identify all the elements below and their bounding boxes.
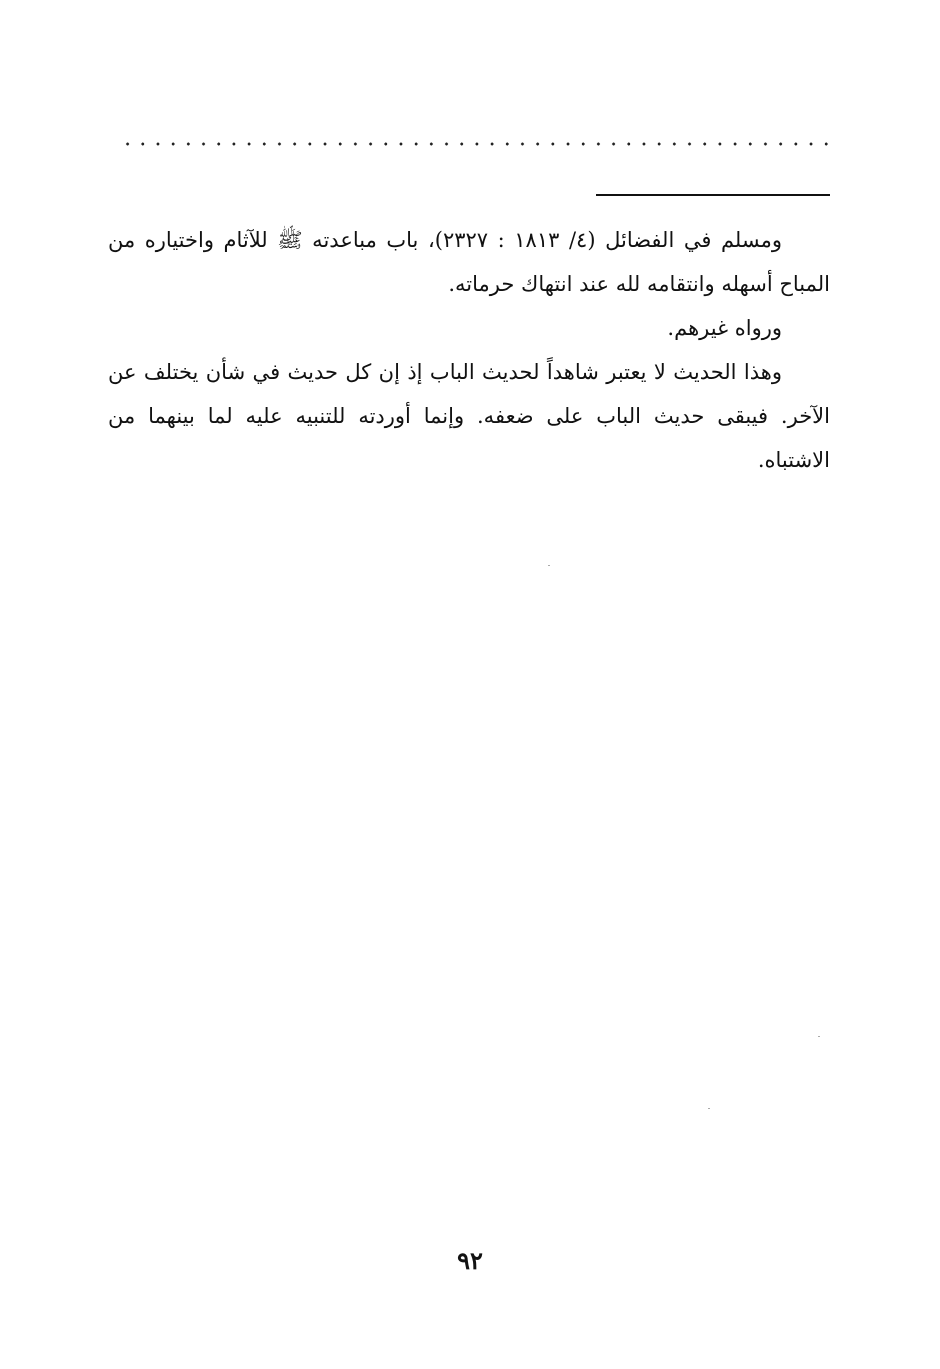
footnote-paragraph-3: وهذا الحديث لا يعتبر شاهداً لحديث الباب إذ إن كل حديث في شأن يختلف عن الآخر. فيبقى حديث الباب على ضعفه. وإنما أوردته للتنبيه عليه لما بينهما من الاشتباه. [108, 360, 830, 472]
dotted-separator [118, 138, 830, 150]
scan-speck [818, 1036, 820, 1037]
page-number: ٩٢ [457, 1246, 483, 1275]
footnote-paragraph-2: ورواه غيرهم. [667, 316, 782, 340]
scan-speck [708, 1108, 710, 1109]
footnote-paragraph-1: ومسلم في الفضائل (٤/ ١٨١٣ : ٢٣٢٧)، باب مباعدته ﷺ للآثام واختياره من المباح أسهله وانتقامه لله عند انتهاك حرماته. [108, 228, 830, 296]
footnote-rule [596, 194, 830, 196]
footnotes-block [108, 218, 830, 482]
scan-speck [548, 565, 550, 566]
